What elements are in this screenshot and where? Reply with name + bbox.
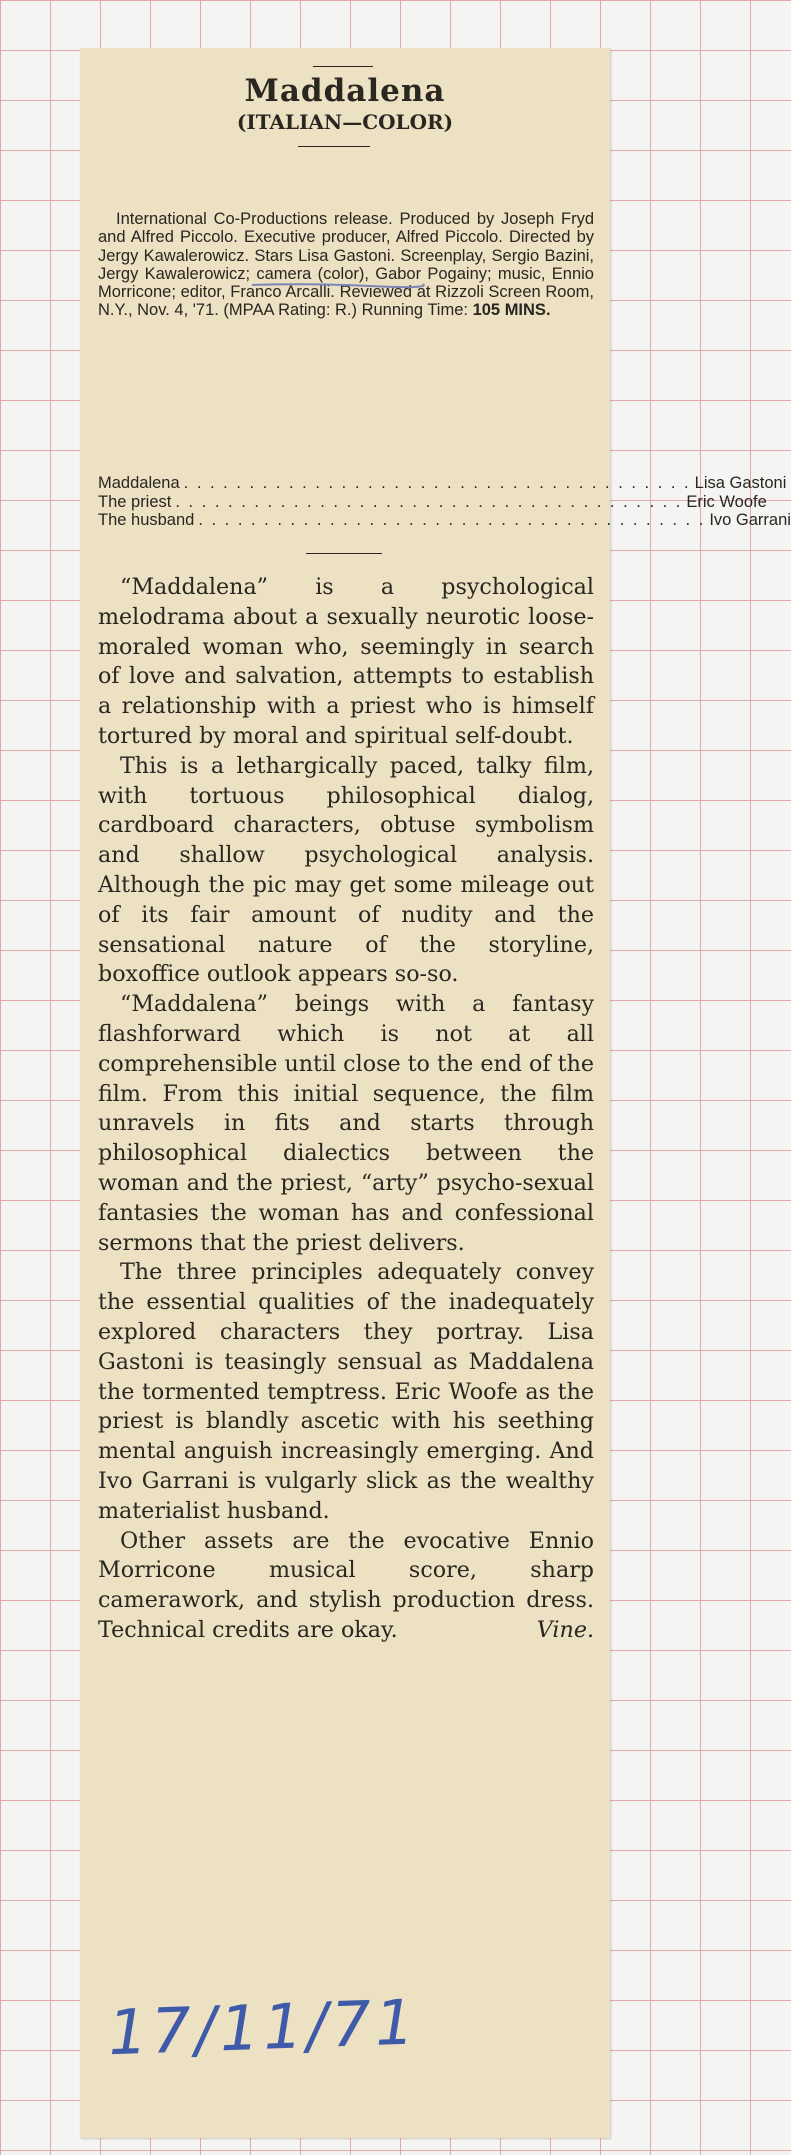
leader-dots: . . . . . . . . . . . . . . . . . . . . . . . . . . . . . . . . . . . . . . .: [198, 511, 706, 529]
pen-underline: [250, 281, 425, 289]
review-paragraph: “Maddalena” is a psychological melodrama about a sexually neurotic loose-moraled woman who, seemingly in search of love and salvation, attempts to establish a relationship with a priest who is himself tortured by moral and spiritual self-doubt.: [98, 574, 594, 749]
cast-actor: Eric Woofe: [686, 492, 767, 511]
review-paragraph: Other assets are the evocative Ennio Morricone musical score, sharp camerawork, and stylish production dress. Technical credits are okay.: [98, 1527, 594, 1643]
credits-paragraph: [98, 210, 594, 320]
top-rule: [313, 66, 373, 67]
leader-dots: . . . . . . . . . . . . . . . . . . . . . . . . . . . . . . . . . . . . . . .: [175, 492, 683, 511]
review-paragraph: This is a lethargically paced, talky film, with tortuous philosophical dialog, cardboard characters, obtuse symbolism and shallow psychological analysis. Although the pic may get some mileage out of its fair amount of nudity and the sensational nature of the storyline, boxoffice outlook appears so-so.: [98, 752, 594, 988]
credits-text: International Co-Productions release. Produced by Joseph Fryd and Alfred Piccolo. Executive producer, Alfred Piccolo. Directed by Jergy Kawalerowicz. Stars Lisa Gastoni. Screenplay, Sergio Bazini, Jergy Kawalerowicz; camera (color), Gabor Pogainy; music, Ennio Morricone; editor, Franco Arcalli. Reviewed at Rizzoli Screen Room, N.Y., Nov. 4, '71. (MPAA Rating: R.) Running Time:: [98, 210, 594, 320]
handwritten-date: 17/11/71: [106, 1985, 420, 2070]
review-body: [98, 573, 594, 1646]
review-paragraph: The three principles adequately convey the essential qualities of the inadequately explored characters they portray. Lisa Gastoni is teasingly sensual as Maddalena the tormented temptress. Eric Woofe as the priest is blandly ascetic with his seething mental anguish increasingly emerging. And Ivo Garrani is vulgarly slick as the wealthy materialist husband.: [98, 1259, 594, 1524]
cast-role: The husband: [98, 511, 195, 529]
section-rule: [306, 553, 382, 554]
review-title: Maddalena: [244, 73, 446, 109]
leader-dots: . . . . . . . . . . . . . . . . . . . . . . . . . . . . . . . . . . . . . . .: [183, 474, 691, 492]
cast-actor: Lisa Gastoni: [694, 474, 787, 492]
cast-role: The priest: [98, 492, 172, 511]
cast-row: [98, 511, 791, 530]
cast-row: [98, 492, 767, 512]
cast-actor: Ivo Garrani: [709, 511, 791, 529]
cast-list: [98, 474, 791, 530]
review-paragraph: “Maddalena” beings with a fantasy flashforward which is not at all comprehensible until close to the end of the film. From this initial sequence, the film unravels in fits and starts through philosophical dialectics between the woman and the priest, “arty” psycho-sexual fantasies the woman has and confessional sermons that the priest delivers.: [98, 991, 594, 1256]
review-subtitle: (ITALIAN—COLOR): [236, 110, 454, 134]
running-time: 105 MINS.: [472, 301, 551, 320]
reviewer-signature: Vine.: [536, 1616, 594, 1643]
review-paragraph-final: [98, 1527, 594, 1646]
newspaper-clipping: [80, 48, 791, 2138]
title-rule: [298, 146, 370, 147]
cast-row: [98, 474, 787, 493]
cast-role: Maddalena: [98, 474, 180, 492]
